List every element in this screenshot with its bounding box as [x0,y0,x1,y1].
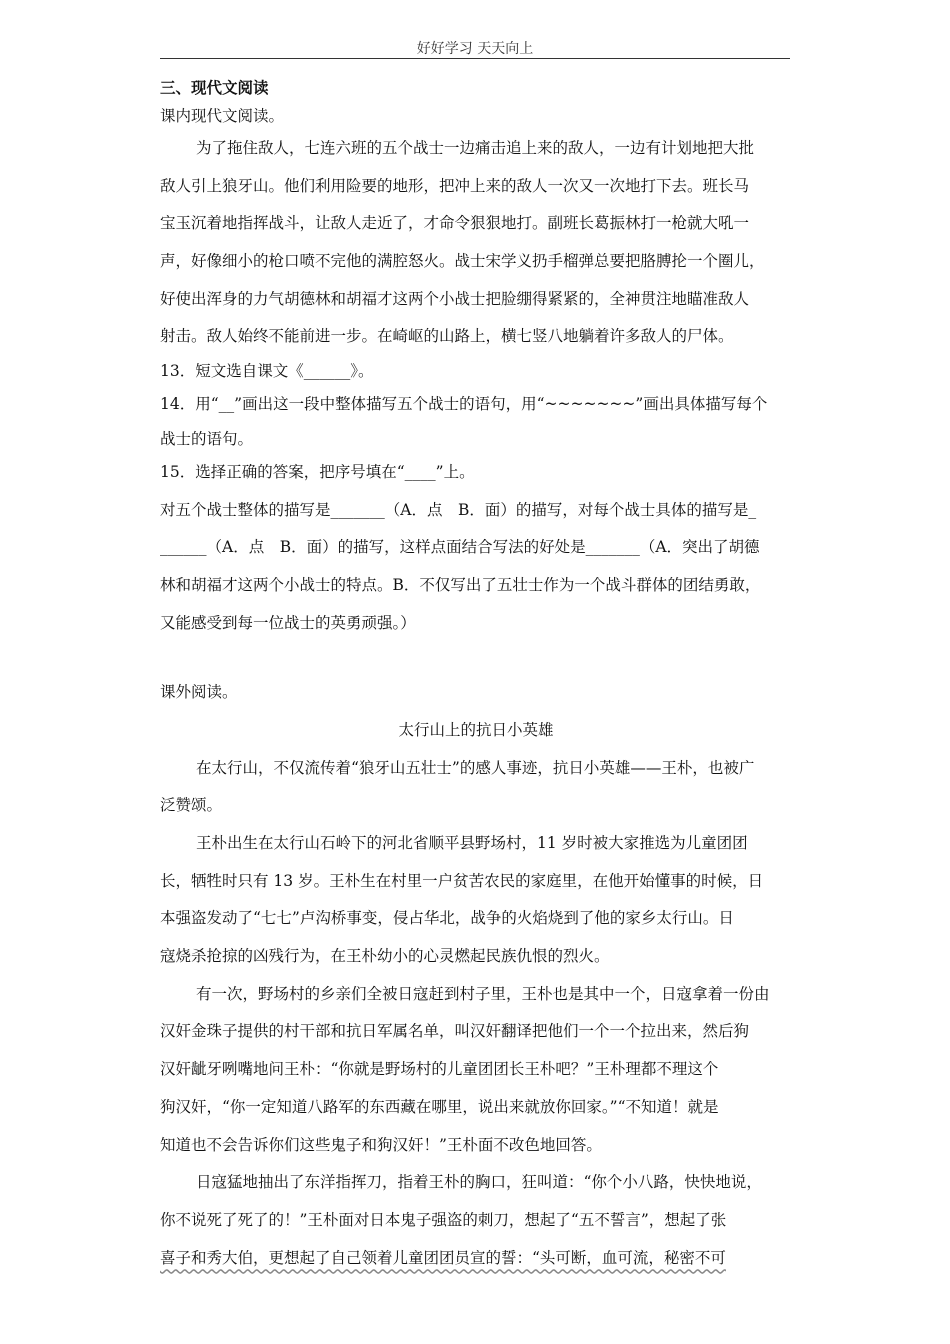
passage-2-line: 泛赞颂。 [160,796,223,815]
passage-2-line: 在太行山，不仅流传着“狼牙山五壮士”的感人事迹，抗日小英雄——王朴，也被广 [196,758,755,777]
spacer [160,642,792,674]
passage-1-line: 宝玉沉着地指挥战斗，让敌人走近了，才命令狠狠地打。副班长葛振林打一枪就大吼一 [160,214,750,233]
document-body [160,74,792,1277]
passage-2-line: 寇烧杀抢掠的凶残行为，在王朴幼小的心灵燃起民族仇恨的烈火。 [160,947,610,966]
passage-1 [160,130,792,356]
passage-2 [160,750,792,1278]
header-rule [160,58,790,59]
passage-1-line: 好使出浑身的力气胡德林和胡福才这两个小战士把脸绷得紧紧的，全神贯注地瞄准敌人 [160,289,750,308]
passage-1-line: 声，好像细小的枪口喷不完他的满腔怒火。战士宋学义扔手榴弹总要把胳膊抡一个圈儿， [160,252,765,271]
passage-1-line: 敌人引上狼牙山。他们利用险要的地形，把冲上来的敌人一次又一次地打下去。班长马 [160,176,750,195]
question-13: 13．短文选自课文《______》。 [160,362,374,381]
passage-2-line: 知道也不会告诉你们这些鬼子和狗汉奸！”王朴面不改色地回答。 [160,1135,602,1154]
passage-2-line: 汉奸金珠子提供的村干部和抗日军属名单，叫汉奸翻译把他们一个一个拉出来，然后狗 [160,1022,750,1041]
passage-2-line: 日寇猛地抽出了东洋指挥刀，指着王朴的胸口，狂叫道：“你个小八路，快快地说， [196,1173,762,1192]
passage-2-line: 本强盗发动了“七七”卢沟桥事变，侵占华北，战争的火焰烧到了他的家乡太行山。日 [160,909,734,928]
section-title: 三、现代文阅读 [160,78,269,97]
article-title: 太行山上的抗日小英雄 [398,720,554,739]
passage-2-line-underlined: 喜子和秀大伯，更想起了自己领着儿童团团员宣的誓：“头可断，血可流，秘密不可 [160,1248,726,1267]
passage-2-line: 汉奸龇牙咧嘴地问王朴：“你就是野场村的儿童团团长王朴吧？”王朴理都不理这个 [160,1060,719,1079]
passage-2-line: 王朴出生在太行山石岭下的河北省顺平县野场村，11 岁时被大家推选为儿童团团 [196,834,748,852]
question-14-line: 战士的语句。 [160,429,254,448]
question-15-line: 15．选择正确的答案，把序号填在“____”上。 [160,462,475,481]
question-15-line: ______（A．点 B．面）的描写，这样点面结合写法的好处是_______（A．突出了胡德 [160,538,760,557]
extra-reading-label: 课外阅读。 [160,683,238,702]
passage-1-line: 为了拖住敌人，七连六班的五个战士一边痛击追上来的敌人，一边有计划地把大批 [196,139,755,157]
passage-2-line: 有一次，野场村的乡亲们全被日寇赶到村子里，王朴也是其中一个，日寇拿着一份由 [196,984,770,1003]
passage-1-line: 射击。敌人始终不能前进一步。在崎岖的山路上，横七竖八地躺着许多敌人的尸体。 [160,327,734,346]
passage-2-line: 你不说死了死了的！”王朴面对日本鬼子强盗的刺刀，想起了“五不誓言”，想起了张 [160,1210,727,1229]
question-15-line: 林和胡福才这两个小战士的特点。B．不仅写出了五壮士作为一个战斗群体的团结勇敢， [160,575,761,594]
passage-2-line: 狗汉奸，“你一定知道八路军的东西藏在哪里，说出来就放你回家。”“不知道！就是 [160,1097,719,1116]
question-15-line: 对五个战士整体的描写是_______（A．点 B．面）的描写，对每个战士具体的描写是_ [160,500,757,519]
page-header: 好好学习 天天向上 [416,41,534,57]
question-15-line: 又能感受到每一位战士的英勇顽强。） [160,613,416,632]
section-subtitle: 课内现代文阅读。 [160,107,285,125]
questions [160,356,792,642]
passage-2-line: 长，牺牲时只有 13 岁。王朴生在村里一户贫苦农民的家庭里，在他开始懂事的时候，日 [160,871,764,890]
question-14-line: 14．用“__”画出这一段中整体描写五个战士的语句，用“~~~~~~~”画出具体描写每个 [160,395,768,414]
